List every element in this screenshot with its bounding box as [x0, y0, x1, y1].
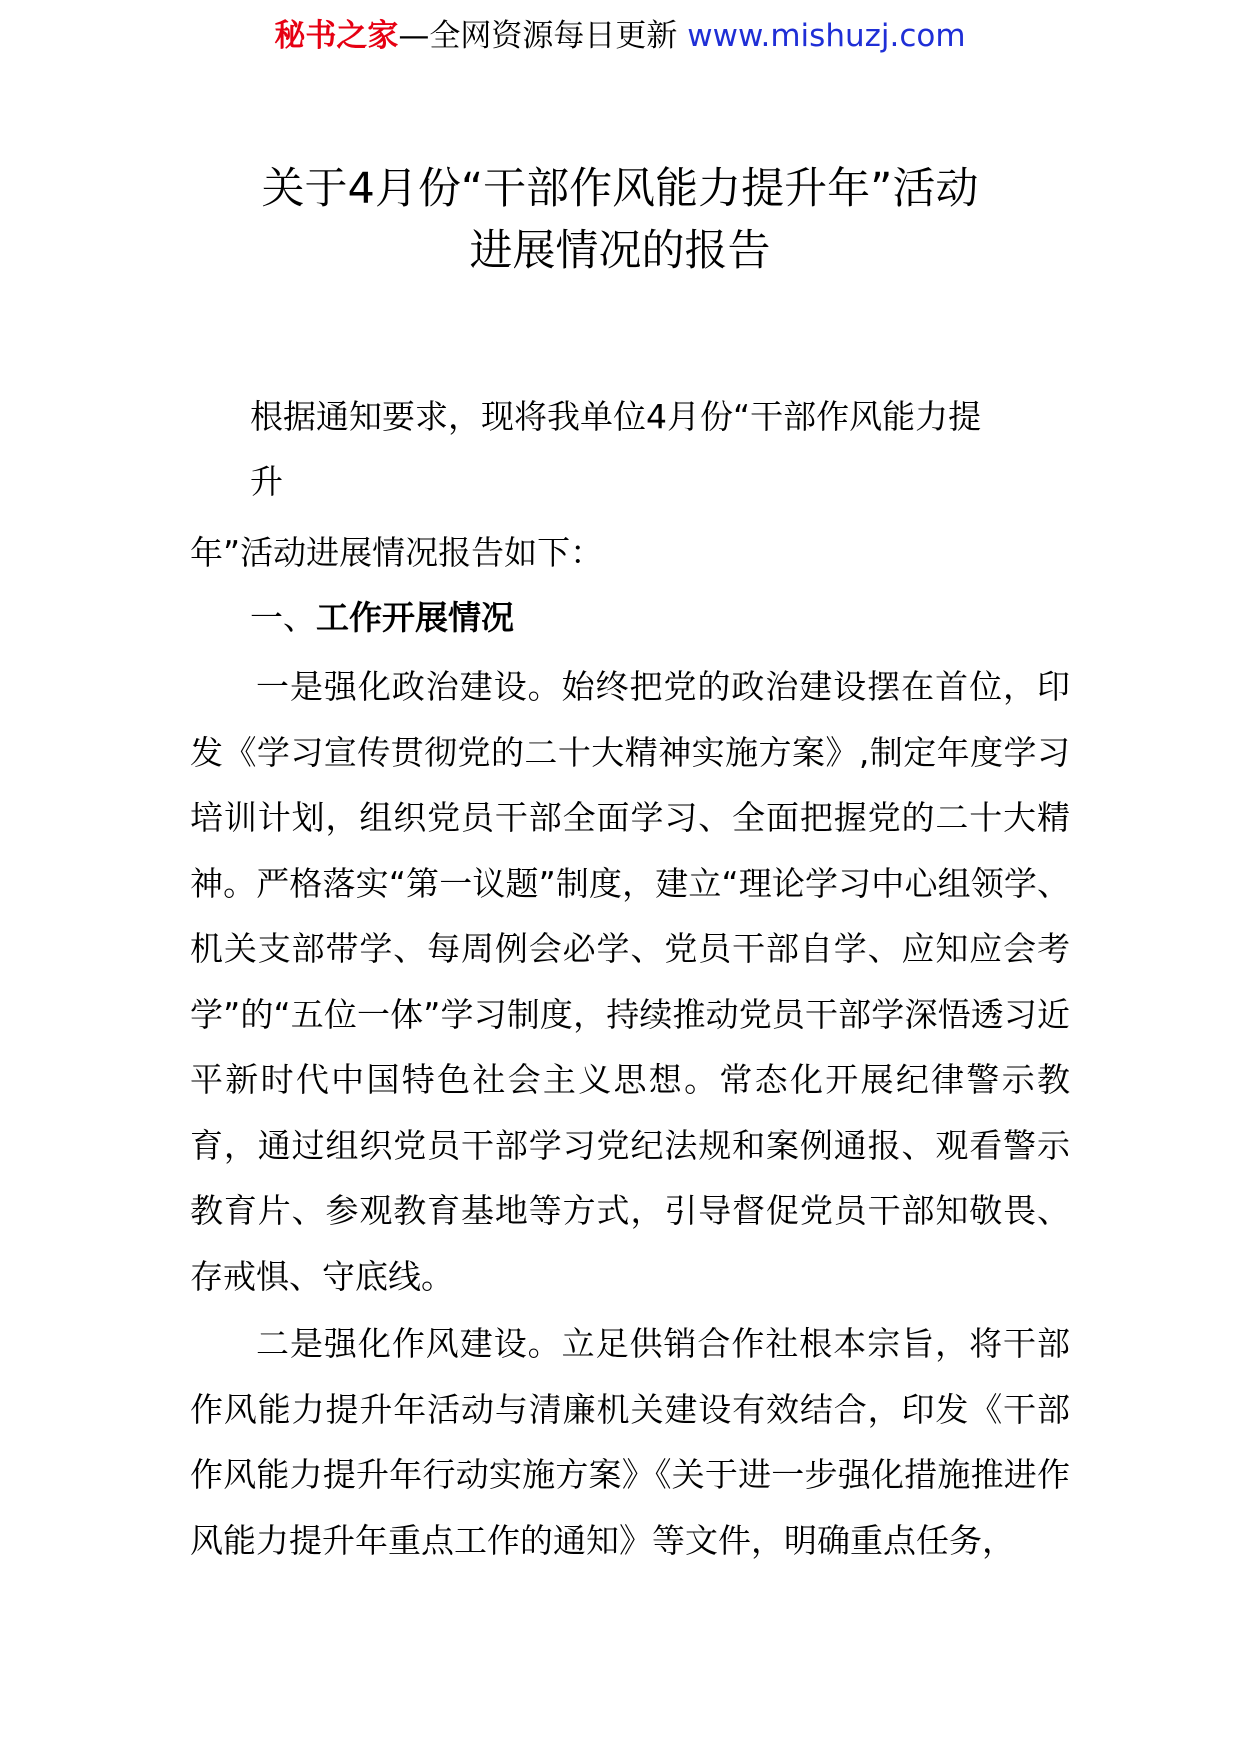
site-brand: 秘书之家 — [274, 18, 399, 54]
intro-line-3: 年”活动进展情况报告如下： — [190, 533, 604, 572]
paragraph-style-building: 二是强化作风建设。立足供销合作社根本宗旨，将干部作风能力提升年活动与清廉机关建设有效结合，印发《干部作风能力提升年行动实施方案》《关于进一步强化措施推进作风能力提升年重点工作的通知》等文件，明确重点任务， — [190, 1324, 1070, 1560]
intro-line-1: 根据通知要求，现将我单位4月份“干部作风能力提 — [250, 397, 982, 436]
site-header — [0, 14, 1240, 58]
document-title — [140, 158, 1100, 282]
title-line-1: 关于4月份“干部作风能力提升年”活动 — [261, 164, 979, 214]
paragraph-political-building: 一是强化政治建设。始终把党的政治建设摆在首位，印发《学习宣传贯彻党的二十大精神实施方案》,制定年度学习培训计划，组织党员干部全面学习、全面把握党的二十大精神。严格落实“第一议题”制度，建立“理论学习中心组领学、机关支部带学、每周例会必学、党员干部自学、应知应会考学”的“五位一体”学习制度，持续推动党员干部学深悟透习近平新时代中国特色社会主义思想。常态化开展纪律警示教育，通过组织党员干部学习党纪法规和案例通报、观看警示教育片、参观教育基地等方式，引导督促党员干部知敬畏、存戒惧、守底线。 — [190, 667, 1070, 1296]
section-heading-1 — [250, 598, 514, 638]
section-number: 一、 — [250, 598, 316, 637]
intro-line-2: 升 — [250, 462, 283, 501]
site-url-link[interactable]: www.mishuzj.com — [687, 18, 966, 54]
title-line-2: 进展情况的报告 — [469, 226, 771, 276]
site-tagline: —全网资源每日更新 — [398, 18, 678, 54]
section-title: 工作开展情况 — [316, 598, 514, 637]
